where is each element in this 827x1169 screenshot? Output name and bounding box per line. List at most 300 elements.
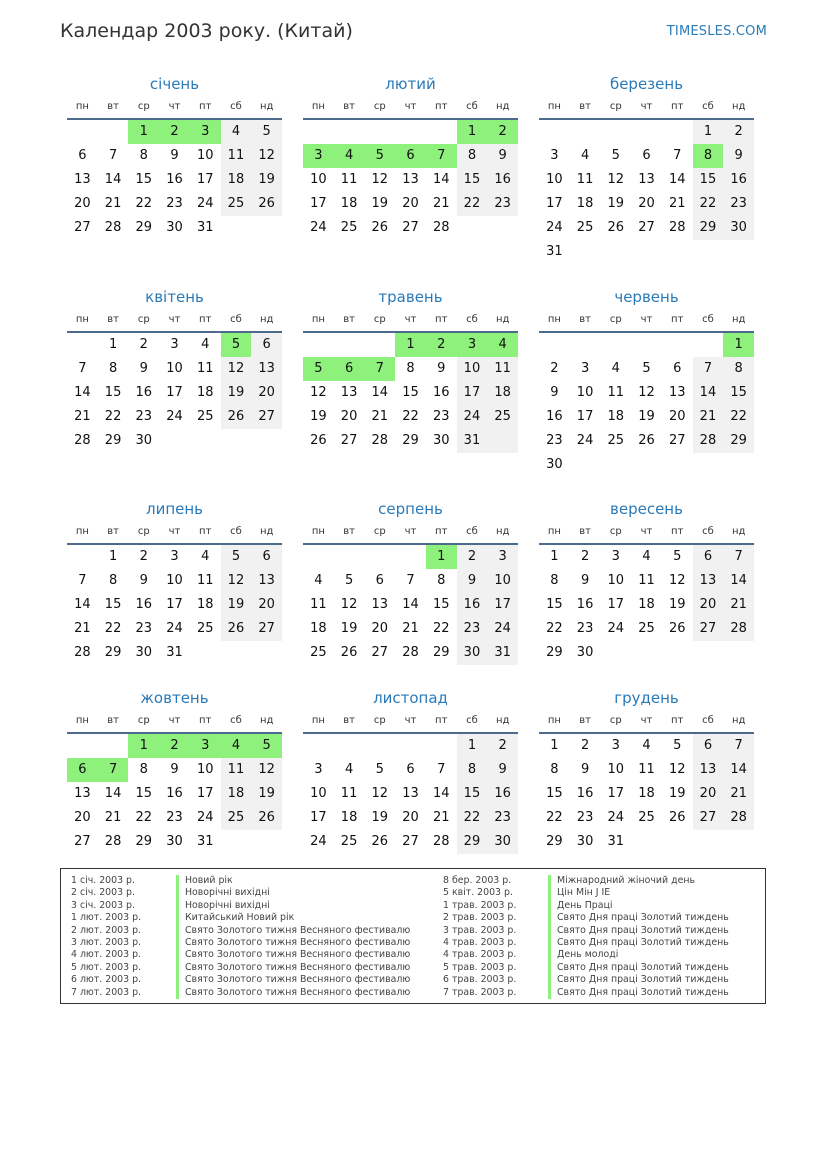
- day-cell[interactable]: 21: [723, 782, 754, 806]
- day-cell[interactable]: 24: [166, 621, 183, 636]
- day-cell[interactable]: 3: [457, 333, 488, 357]
- day-cell[interactable]: 16: [135, 385, 153, 400]
- day-cell[interactable]: 1: [128, 120, 159, 144]
- day-cell[interactable]: 28: [402, 645, 419, 660]
- day-cell[interactable]: 21: [402, 621, 419, 636]
- day-cell[interactable]: 23: [487, 806, 518, 830]
- day-cell[interactable]: 10: [546, 172, 563, 187]
- day-cell[interactable]: 8: [693, 144, 724, 168]
- day-cell[interactable]: 29: [457, 830, 488, 854]
- day-cell[interactable]: 14: [74, 597, 91, 612]
- day-cell[interactable]: 18: [607, 409, 625, 424]
- day-cell[interactable]: 12: [371, 172, 389, 187]
- day-cell[interactable]: 31: [196, 220, 214, 235]
- day-cell[interactable]: 22: [104, 409, 122, 424]
- day-cell[interactable]: 31: [166, 645, 183, 660]
- day-cell[interactable]: 7: [437, 762, 446, 777]
- day-cell[interactable]: 15: [723, 381, 754, 405]
- day-cell[interactable]: 29: [104, 433, 122, 448]
- day-cell[interactable]: 23: [576, 810, 594, 825]
- day-cell[interactable]: 3: [550, 148, 559, 163]
- day-cell[interactable]: 4: [201, 549, 210, 564]
- day-cell[interactable]: 16: [432, 385, 450, 400]
- day-cell[interactable]: 8: [457, 144, 488, 168]
- day-cell[interactable]: 27: [371, 645, 389, 660]
- day-cell[interactable]: 23: [457, 617, 488, 641]
- day-cell[interactable]: 18: [638, 597, 655, 612]
- day-cell[interactable]: 8: [457, 758, 488, 782]
- day-cell[interactable]: 15: [104, 385, 122, 400]
- day-cell[interactable]: 5: [344, 573, 354, 588]
- day-cell[interactable]: 5: [364, 144, 395, 168]
- day-cell[interactable]: 13: [251, 357, 282, 381]
- day-cell[interactable]: 14: [402, 597, 419, 612]
- day-cell[interactable]: 8: [550, 762, 559, 777]
- day-cell[interactable]: 4: [221, 120, 252, 144]
- day-cell[interactable]: 25: [310, 645, 327, 660]
- day-cell[interactable]: 19: [221, 381, 252, 405]
- day-cell[interactable]: 29: [104, 645, 122, 660]
- day-cell[interactable]: 13: [251, 569, 282, 593]
- day-cell[interactable]: 18: [196, 597, 214, 612]
- day-cell[interactable]: 1: [395, 333, 426, 357]
- day-cell[interactable]: 11: [340, 172, 358, 187]
- day-cell[interactable]: 14: [723, 758, 754, 782]
- day-cell[interactable]: 13: [668, 385, 686, 400]
- day-cell[interactable]: 17: [310, 810, 327, 825]
- day-cell[interactable]: 5: [375, 762, 384, 777]
- day-cell[interactable]: 3: [314, 762, 323, 777]
- day-cell[interactable]: 31: [196, 834, 214, 849]
- day-cell[interactable]: 31: [457, 429, 488, 453]
- day-cell[interactable]: 2: [723, 120, 754, 144]
- day-cell[interactable]: 27: [402, 220, 419, 235]
- day-cell[interactable]: 9: [487, 758, 518, 782]
- day-cell[interactable]: 8: [406, 361, 415, 376]
- day-cell[interactable]: 18: [340, 196, 358, 211]
- day-cell[interactable]: 12: [607, 172, 625, 187]
- day-cell[interactable]: 2: [426, 333, 457, 357]
- day-cell[interactable]: 13: [693, 569, 724, 593]
- day-cell[interactable]: 8: [139, 762, 148, 777]
- day-cell[interactable]: 2: [159, 120, 190, 144]
- day-cell[interactable]: 2: [139, 337, 148, 352]
- day-cell[interactable]: 19: [607, 196, 625, 211]
- day-cell[interactable]: 25: [340, 834, 358, 849]
- day-cell[interactable]: 30: [135, 433, 153, 448]
- day-cell[interactable]: 29: [546, 834, 563, 849]
- day-cell[interactable]: 5: [221, 333, 252, 357]
- day-cell[interactable]: 14: [74, 385, 91, 400]
- day-cell[interactable]: 25: [221, 806, 252, 830]
- day-cell[interactable]: 11: [638, 573, 655, 588]
- day-cell[interactable]: 2: [580, 738, 590, 753]
- day-cell[interactable]: 31: [546, 244, 563, 259]
- day-cell[interactable]: 11: [638, 762, 655, 777]
- day-cell[interactable]: 11: [607, 385, 625, 400]
- day-cell[interactable]: 1: [457, 734, 488, 758]
- day-cell[interactable]: 26: [607, 220, 625, 235]
- day-cell[interactable]: 23: [135, 621, 153, 636]
- day-cell[interactable]: 27: [251, 405, 282, 429]
- day-cell[interactable]: 14: [104, 172, 122, 187]
- day-cell[interactable]: 10: [607, 762, 625, 777]
- day-cell[interactable]: 24: [310, 220, 327, 235]
- day-cell[interactable]: 11: [196, 361, 214, 376]
- day-cell[interactable]: 10: [166, 361, 183, 376]
- day-cell[interactable]: 27: [693, 617, 724, 641]
- day-cell[interactable]: 26: [310, 433, 327, 448]
- day-cell[interactable]: 6: [395, 144, 426, 168]
- day-cell[interactable]: 6: [375, 573, 384, 588]
- day-cell[interactable]: 10: [196, 762, 214, 777]
- day-cell[interactable]: 7: [723, 734, 754, 758]
- day-cell[interactable]: 18: [638, 786, 655, 801]
- day-cell[interactable]: 15: [135, 786, 153, 801]
- day-cell[interactable]: 3: [303, 144, 334, 168]
- day-cell[interactable]: 11: [221, 758, 252, 782]
- day-cell[interactable]: 17: [166, 385, 183, 400]
- day-cell[interactable]: 26: [251, 192, 282, 216]
- day-cell[interactable]: 26: [371, 220, 389, 235]
- day-cell[interactable]: 17: [546, 196, 563, 211]
- day-cell[interactable]: 25: [340, 220, 358, 235]
- day-cell[interactable]: 27: [74, 220, 91, 235]
- day-cell[interactable]: 2: [487, 734, 518, 758]
- day-cell[interactable]: 14: [432, 172, 450, 187]
- day-cell[interactable]: 17: [166, 597, 183, 612]
- day-cell[interactable]: 29: [546, 645, 563, 660]
- day-cell[interactable]: 19: [668, 597, 686, 612]
- day-cell[interactable]: 20: [371, 621, 389, 636]
- day-cell[interactable]: 26: [668, 810, 686, 825]
- day-cell[interactable]: 10: [457, 357, 488, 381]
- day-cell[interactable]: 11: [340, 786, 358, 801]
- day-cell[interactable]: 7: [426, 144, 457, 168]
- day-cell[interactable]: 19: [668, 786, 686, 801]
- day-cell[interactable]: 16: [166, 172, 183, 187]
- day-cell[interactable]: 1: [550, 738, 559, 753]
- day-cell[interactable]: 6: [78, 148, 87, 163]
- day-cell[interactable]: 9: [437, 361, 446, 376]
- day-cell[interactable]: 20: [402, 810, 419, 825]
- day-cell[interactable]: 4: [611, 361, 620, 376]
- day-cell[interactable]: 17: [196, 786, 214, 801]
- day-cell[interactable]: 17: [196, 172, 214, 187]
- day-cell[interactable]: 16: [576, 786, 594, 801]
- day-cell[interactable]: 26: [668, 621, 686, 636]
- day-cell[interactable]: 19: [251, 168, 282, 192]
- day-cell[interactable]: 21: [104, 810, 122, 825]
- day-cell[interactable]: 4: [334, 144, 365, 168]
- day-cell[interactable]: 7: [406, 573, 415, 588]
- day-cell[interactable]: 25: [196, 621, 214, 636]
- day-cell[interactable]: 24: [457, 405, 488, 429]
- day-cell[interactable]: 14: [371, 385, 389, 400]
- day-cell[interactable]: 14: [668, 172, 686, 187]
- day-cell[interactable]: 29: [135, 834, 153, 849]
- day-cell[interactable]: 24: [196, 196, 214, 211]
- day-cell[interactable]: 30: [546, 457, 563, 472]
- day-cell[interactable]: 4: [201, 337, 210, 352]
- day-cell[interactable]: 23: [723, 192, 754, 216]
- day-cell[interactable]: 25: [221, 192, 252, 216]
- day-cell[interactable]: 18: [196, 385, 214, 400]
- day-cell[interactable]: 19: [371, 196, 389, 211]
- day-cell[interactable]: 7: [78, 573, 87, 588]
- day-cell[interactable]: 30: [576, 834, 594, 849]
- day-cell[interactable]: 30: [576, 645, 594, 660]
- day-cell[interactable]: 13: [74, 172, 91, 187]
- day-cell[interactable]: 2: [550, 361, 559, 376]
- day-cell[interactable]: 20: [402, 196, 419, 211]
- day-cell[interactable]: 6: [693, 734, 724, 758]
- day-cell[interactable]: 14: [432, 786, 450, 801]
- day-cell[interactable]: 12: [371, 786, 389, 801]
- day-cell[interactable]: 19: [310, 409, 327, 424]
- day-cell[interactable]: 21: [371, 409, 389, 424]
- day-cell[interactable]: 20: [668, 409, 686, 424]
- day-cell[interactable]: 9: [487, 144, 518, 168]
- day-cell[interactable]: 20: [340, 409, 358, 424]
- day-cell[interactable]: 28: [104, 220, 122, 235]
- day-cell[interactable]: 9: [580, 573, 590, 588]
- day-cell[interactable]: 14: [723, 569, 754, 593]
- day-cell[interactable]: 6: [334, 357, 365, 381]
- day-cell[interactable]: 13: [371, 597, 389, 612]
- day-cell[interactable]: 15: [546, 786, 563, 801]
- day-cell[interactable]: 7: [98, 758, 129, 782]
- day-cell[interactable]: 1: [550, 549, 559, 564]
- day-cell[interactable]: 26: [221, 405, 252, 429]
- day-cell[interactable]: 2: [580, 549, 590, 564]
- day-cell[interactable]: 18: [221, 168, 252, 192]
- day-cell[interactable]: 8: [139, 148, 148, 163]
- day-cell[interactable]: 19: [638, 409, 655, 424]
- day-cell[interactable]: 10: [196, 148, 214, 163]
- day-cell[interactable]: 27: [251, 617, 282, 641]
- day-cell[interactable]: 6: [642, 148, 651, 163]
- day-cell[interactable]: 30: [457, 641, 488, 665]
- day-cell[interactable]: 21: [723, 593, 754, 617]
- day-cell[interactable]: 22: [546, 810, 563, 825]
- day-cell[interactable]: 2: [159, 734, 190, 758]
- site-link[interactable]: TIMESLES.COM: [666, 24, 767, 39]
- day-cell[interactable]: 7: [693, 357, 724, 381]
- day-cell[interactable]: 12: [251, 144, 282, 168]
- day-cell[interactable]: 8: [550, 573, 559, 588]
- day-cell[interactable]: 20: [251, 381, 282, 405]
- day-cell[interactable]: 28: [104, 834, 122, 849]
- day-cell[interactable]: 16: [576, 597, 594, 612]
- day-cell[interactable]: 9: [723, 144, 754, 168]
- day-cell[interactable]: 18: [310, 621, 327, 636]
- day-cell[interactable]: 20: [693, 782, 724, 806]
- day-cell[interactable]: 16: [457, 593, 488, 617]
- day-cell[interactable]: 28: [668, 220, 686, 235]
- day-cell[interactable]: 19: [251, 782, 282, 806]
- day-cell[interactable]: 12: [221, 569, 252, 593]
- day-cell[interactable]: 17: [607, 786, 625, 801]
- day-cell[interactable]: 25: [638, 810, 655, 825]
- day-cell[interactable]: 31: [607, 834, 625, 849]
- day-cell[interactable]: 15: [432, 597, 450, 612]
- day-cell[interactable]: 6: [693, 545, 724, 569]
- day-cell[interactable]: 12: [221, 357, 252, 381]
- day-cell[interactable]: 6: [251, 333, 282, 357]
- day-cell[interactable]: 28: [723, 617, 754, 641]
- day-cell[interactable]: 13: [402, 786, 419, 801]
- day-cell[interactable]: 7: [723, 545, 754, 569]
- day-cell[interactable]: 9: [580, 762, 590, 777]
- day-cell[interactable]: 28: [432, 220, 450, 235]
- day-cell[interactable]: 11: [487, 357, 518, 381]
- day-cell[interactable]: 4: [221, 734, 252, 758]
- day-cell[interactable]: 12: [668, 573, 686, 588]
- day-cell[interactable]: 3: [611, 549, 620, 564]
- day-cell[interactable]: 24: [576, 433, 594, 448]
- day-cell[interactable]: 17: [457, 381, 488, 405]
- day-cell[interactable]: 10: [310, 786, 327, 801]
- day-cell[interactable]: 15: [546, 597, 563, 612]
- day-cell[interactable]: 3: [487, 545, 518, 569]
- day-cell[interactable]: 13: [638, 172, 655, 187]
- day-cell[interactable]: 22: [693, 192, 724, 216]
- day-cell[interactable]: 6: [673, 361, 682, 376]
- day-cell[interactable]: 15: [104, 597, 122, 612]
- day-cell[interactable]: 10: [607, 573, 625, 588]
- day-cell[interactable]: 30: [723, 216, 754, 240]
- day-cell[interactable]: 6: [67, 758, 98, 782]
- day-cell[interactable]: 16: [487, 168, 518, 192]
- day-cell[interactable]: 9: [170, 762, 179, 777]
- day-cell[interactable]: 22: [546, 621, 563, 636]
- day-cell[interactable]: 5: [673, 738, 682, 753]
- day-cell[interactable]: 21: [432, 196, 450, 211]
- day-cell[interactable]: 21: [74, 621, 91, 636]
- day-cell[interactable]: 16: [166, 786, 183, 801]
- day-cell[interactable]: 11: [196, 573, 214, 588]
- day-cell[interactable]: 28: [432, 834, 450, 849]
- day-cell[interactable]: 21: [104, 196, 122, 211]
- day-cell[interactable]: 3: [611, 738, 620, 753]
- day-cell[interactable]: 25: [638, 621, 655, 636]
- day-cell[interactable]: 17: [487, 593, 518, 617]
- day-cell[interactable]: 3: [170, 549, 179, 564]
- day-cell[interactable]: 22: [457, 192, 488, 216]
- day-cell[interactable]: 28: [693, 429, 724, 453]
- day-cell[interactable]: 15: [135, 172, 153, 187]
- day-cell[interactable]: 5: [221, 545, 252, 569]
- day-cell[interactable]: 21: [432, 810, 450, 825]
- day-cell[interactable]: 1: [457, 120, 488, 144]
- day-cell[interactable]: 29: [402, 433, 419, 448]
- day-cell[interactable]: 17: [576, 409, 594, 424]
- day-cell[interactable]: 23: [487, 192, 518, 216]
- day-cell[interactable]: 25: [576, 220, 594, 235]
- day-cell[interactable]: 21: [74, 409, 91, 424]
- day-cell[interactable]: 27: [402, 834, 419, 849]
- day-cell[interactable]: 24: [546, 220, 563, 235]
- day-cell[interactable]: 7: [78, 361, 87, 376]
- day-cell[interactable]: 24: [310, 834, 327, 849]
- day-cell[interactable]: 4: [487, 333, 518, 357]
- day-cell[interactable]: 15: [402, 385, 419, 400]
- day-cell[interactable]: 15: [457, 168, 488, 192]
- day-cell[interactable]: 9: [550, 385, 559, 400]
- day-cell[interactable]: 11: [221, 144, 252, 168]
- day-cell[interactable]: 20: [693, 593, 724, 617]
- day-cell[interactable]: 23: [432, 409, 450, 424]
- day-cell[interactable]: 4: [580, 148, 590, 163]
- day-cell[interactable]: 15: [457, 782, 488, 806]
- day-cell[interactable]: 4: [642, 738, 651, 753]
- day-cell[interactable]: 7: [108, 148, 118, 163]
- day-cell[interactable]: 15: [693, 168, 724, 192]
- day-cell[interactable]: 23: [166, 810, 183, 825]
- day-cell[interactable]: 29: [693, 216, 724, 240]
- day-cell[interactable]: 18: [576, 196, 594, 211]
- day-cell[interactable]: 17: [310, 196, 327, 211]
- day-cell[interactable]: 1: [723, 333, 754, 357]
- day-cell[interactable]: 4: [344, 762, 354, 777]
- day-cell[interactable]: 6: [406, 762, 415, 777]
- day-cell[interactable]: 12: [251, 758, 282, 782]
- day-cell[interactable]: 20: [251, 593, 282, 617]
- day-cell[interactable]: 27: [693, 806, 724, 830]
- day-cell[interactable]: 29: [432, 645, 450, 660]
- day-cell[interactable]: 23: [576, 621, 594, 636]
- day-cell[interactable]: 8: [723, 357, 754, 381]
- day-cell[interactable]: 30: [166, 220, 183, 235]
- day-cell[interactable]: 12: [310, 385, 327, 400]
- day-cell[interactable]: 9: [139, 573, 148, 588]
- day-cell[interactable]: 10: [310, 172, 327, 187]
- day-cell[interactable]: 6: [251, 545, 282, 569]
- day-cell[interactable]: 3: [190, 734, 221, 758]
- day-cell[interactable]: 1: [108, 337, 118, 352]
- day-cell[interactable]: 19: [371, 810, 389, 825]
- day-cell[interactable]: 19: [221, 593, 252, 617]
- day-cell[interactable]: 30: [432, 433, 450, 448]
- day-cell[interactable]: 13: [693, 758, 724, 782]
- day-cell[interactable]: 16: [546, 409, 563, 424]
- day-cell[interactable]: 22: [457, 806, 488, 830]
- day-cell[interactable]: 1: [693, 120, 724, 144]
- day-cell[interactable]: 3: [580, 361, 590, 376]
- day-cell[interactable]: 5: [611, 148, 620, 163]
- day-cell[interactable]: 24: [487, 617, 518, 641]
- day-cell[interactable]: 9: [139, 361, 148, 376]
- day-cell[interactable]: 4: [314, 573, 323, 588]
- day-cell[interactable]: 26: [371, 834, 389, 849]
- day-cell[interactable]: 27: [638, 220, 655, 235]
- day-cell[interactable]: 29: [135, 220, 153, 235]
- day-cell[interactable]: 13: [402, 172, 419, 187]
- day-cell[interactable]: 18: [221, 782, 252, 806]
- day-cell[interactable]: 24: [196, 810, 214, 825]
- day-cell[interactable]: 5: [251, 120, 282, 144]
- day-cell[interactable]: 25: [487, 405, 518, 429]
- day-cell[interactable]: 24: [166, 409, 183, 424]
- day-cell[interactable]: 12: [638, 385, 655, 400]
- day-cell[interactable]: 30: [135, 645, 153, 660]
- day-cell[interactable]: 28: [74, 433, 91, 448]
- day-cell[interactable]: 3: [190, 120, 221, 144]
- day-cell[interactable]: 18: [487, 381, 518, 405]
- day-cell[interactable]: 9: [457, 569, 488, 593]
- day-cell[interactable]: 3: [170, 337, 179, 352]
